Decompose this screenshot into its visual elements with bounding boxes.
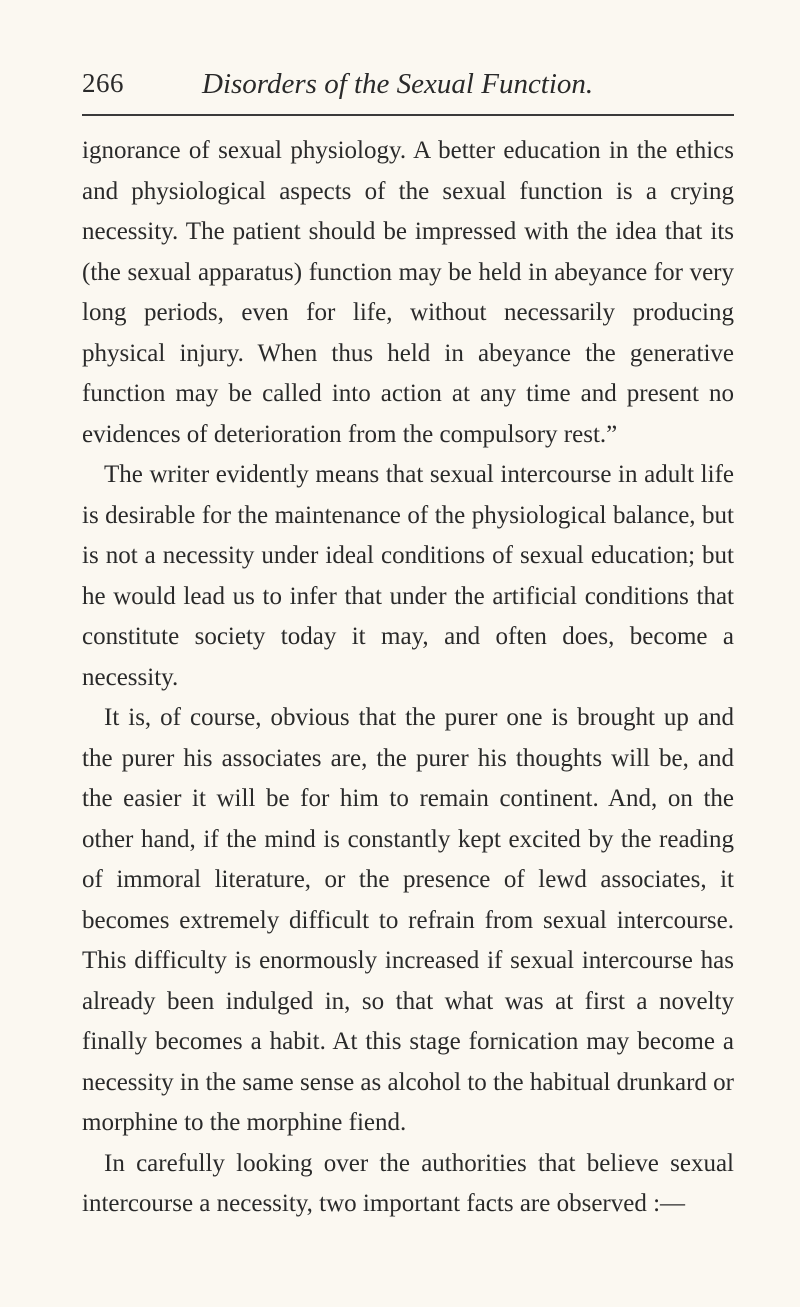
paragraph-continued: ignorance of sexual physiology. A better education in the ethics and physiological aspects of the sexual function is a crying necessity. The patient should be impressed with the idea that its (the sexual apparatus) function may be held in abeyance for very long periods, even for life, without necessarily producing physical injury. When thus held in abeyance the generative function may be called into action at any time and present no evidences of deterioration from the compulsory rest.” <box>82 137 734 448</box>
page-number: 266 <box>82 68 124 98</box>
header-rule <box>82 114 734 116</box>
paragraph: The writer evidently means that sexual intercourse in adult life is desirable for the maintenance of the physiological balance, but is not a necessity under ideal conditions of sexual education; but he would lead us to infer that under the artificial conditions that constitute society today it may, and often does, become a necessity. <box>82 461 734 691</box>
paragraph: It is, of course, obvious that the purer one is brought up and the purer his associates are, the purer his thoughts will be, and the easier it will be for him to remain continent. And, on the other hand, if the mind is constantly kept excited by the reading of immoral literature, or the presence of lewd associates, it becomes extremely difficult to refrain from sexual intercourse. This difficulty is enormously increased if sexual intercourse has already been indulged in, so that what was at first a novelty finally becomes a habit. At this stage fornication may become a necessity in the same sense as alcohol to the habitual drunkard or morphine to the morphine fiend. <box>82 704 734 1136</box>
page-header <box>82 68 718 108</box>
paragraph: In carefully looking over the authorities that believe sexual intercourse a necessity, two important facts are observed :— <box>82 1149 734 1217</box>
body-text <box>82 131 734 1225</box>
running-title: Disorders of the Sexual Function. <box>202 68 594 100</box>
